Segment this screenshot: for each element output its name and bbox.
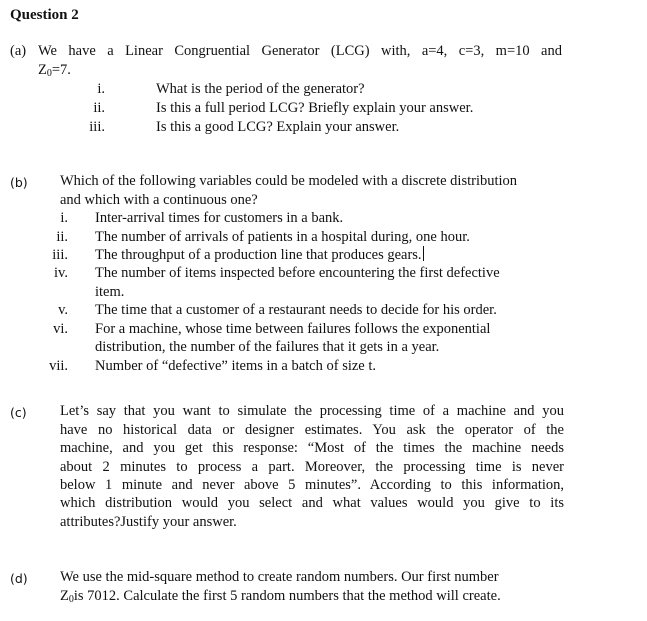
part-b-item-text: The number of arrivals of patients in a hospital during, one hour. — [95, 229, 470, 245]
part-b-item-num: iii. — [52, 247, 68, 263]
part-c-line: about 2 minutes to process a part. Moreover, the processing time is never — [60, 459, 564, 475]
part-b-item-num: vi. — [53, 321, 68, 337]
part-a-intro — [10, 42, 562, 61]
part-c-line: Let’s say that you want to simulate the processing time of a machine and you — [60, 403, 564, 419]
part-c-line: attributes?Justify your answer. — [60, 514, 237, 530]
part-a-label: (a) — [10, 43, 27, 59]
part-a-item-text: Is this a full period LCG? Briefly explain your answer. — [156, 100, 474, 116]
part-a-item-num: iii. — [89, 119, 105, 135]
part-b-intro-line1: Which of the following variables could be modeled with a discrete distribution — [60, 173, 518, 189]
part-a-z0: $Z_0=7$. — [38, 62, 71, 79]
part-b-label: (b) — [10, 175, 28, 190]
part-b-intro-line2: and which with a continuous one? — [60, 192, 258, 208]
part-b-item-num: i. — [60, 210, 68, 226]
part-b-item-text-cont: distribution, the number of the failures that it gets in a year. — [95, 339, 440, 355]
part-a-intro-line1: We have a Linear Congruential Generator (LCG) with, a=4, c=3, m=10 and — [38, 43, 562, 59]
part-b-item-text: The throughput of a production line that produces gears. — [95, 247, 422, 263]
question-title: Question 2 — [10, 7, 79, 23]
part-b-item-text: For a machine, whose time between failures follows the exponential — [95, 321, 491, 337]
part-d-line1: We use the mid-square method to create random numbers. Our first number — [60, 569, 499, 585]
part-c-line: which distribution would you select and what values would you give to its — [60, 495, 564, 511]
part-a-item-num: ii. — [93, 100, 105, 116]
part-a-item-num: i. — [97, 81, 105, 97]
part-d-label: (d) — [10, 571, 28, 586]
part-b-item-text: Inter-arrival times for customers in a bank. — [95, 210, 344, 226]
part-b-item-num: v. — [58, 302, 68, 318]
part-b-item-text-cont: item. — [95, 284, 125, 300]
part-b-item-text: The time that a customer of a restaurant needs to decide for his order. — [95, 302, 497, 318]
part-b-item-text: The number of items inspected before encountering the first defective — [95, 265, 500, 281]
part-c-line: below 1 minute and never above 5 minutes”. According to this information, — [60, 477, 564, 493]
part-c-line: machine, and you get this response: “Most of the times the machine needs — [60, 440, 564, 456]
part-a-item-text: Is this a good LCG? Explain your answer. — [156, 119, 400, 135]
part-c-line: have no historical data or designer estimates. You ask the operator of the — [60, 422, 564, 438]
part-c-label: (c) — [10, 405, 27, 420]
part-b-item-text: Number of “defective” items in a batch of size t. — [95, 358, 377, 374]
part-b-item-num: iv. — [54, 265, 68, 281]
text-cursor — [423, 246, 424, 261]
part-d-line2: $Z_0is$ 7012. Calculate the first 5 random numbers that the method will create. — [60, 588, 501, 605]
part-a-item-text: What is the period of the generator? — [156, 81, 365, 97]
part-b-item-num: vii. — [49, 358, 68, 374]
part-b-item-num: ii. — [56, 229, 68, 245]
